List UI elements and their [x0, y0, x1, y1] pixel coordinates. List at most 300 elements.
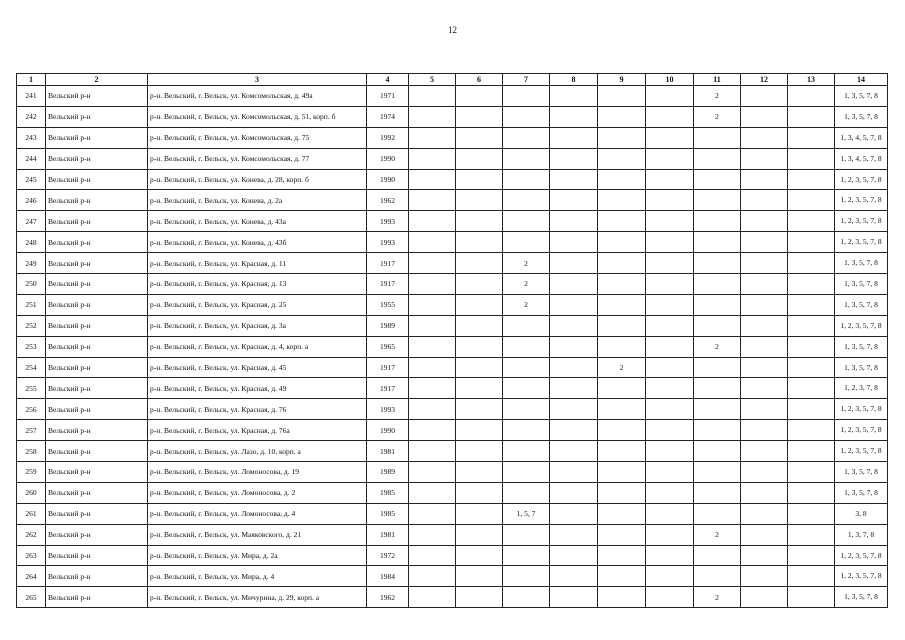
- district-cell: Вельский р-н: [46, 399, 148, 420]
- col11-cell: [694, 315, 741, 336]
- row-number: 250: [17, 274, 46, 295]
- col6-cell: [456, 169, 503, 190]
- col8-cell: [550, 462, 598, 483]
- col5-cell: [409, 253, 456, 274]
- col13-cell: [788, 169, 835, 190]
- address-cell: р-н. Вельский, г. Вельск, ул. Комсомольская, д. 49а: [148, 86, 367, 107]
- address-cell: р-н. Вельский, г. Вельск, ул. Красная, д. 76: [148, 399, 367, 420]
- year-cell: 1965: [367, 336, 409, 357]
- col6-cell: [456, 462, 503, 483]
- col9-cell: [598, 441, 646, 462]
- col10-cell: [646, 399, 694, 420]
- col9-cell: [598, 169, 646, 190]
- row-number: 264: [17, 566, 46, 587]
- col10-cell: [646, 253, 694, 274]
- table-row: [17, 315, 888, 336]
- address-cell: р-н. Вельский, г. Вельск, ул. Красная, д. 11: [148, 253, 367, 274]
- col10-cell: [646, 232, 694, 253]
- col9-cell: 2: [598, 357, 646, 378]
- district-cell: Вельский р-н: [46, 420, 148, 441]
- col11-cell: [694, 274, 741, 295]
- table-row: [17, 232, 888, 253]
- year-cell: 1989: [367, 462, 409, 483]
- district-cell: Вельский р-н: [46, 169, 148, 190]
- col7-cell: 1, 5, 7: [503, 503, 550, 524]
- col9-cell: [598, 420, 646, 441]
- year-cell: 1990: [367, 169, 409, 190]
- table-row: [17, 86, 888, 107]
- col7-cell: [503, 106, 550, 127]
- col12-cell: [741, 482, 788, 503]
- col12-cell: [741, 169, 788, 190]
- col13-cell: [788, 378, 835, 399]
- table-row: [17, 587, 888, 608]
- col11-cell: 2: [694, 86, 741, 107]
- column-header-3: 3: [148, 74, 367, 86]
- col11-cell: 2: [694, 524, 741, 545]
- address-cell: р-н. Вельский, г. Вельск, ул. Мира, д. 4: [148, 566, 367, 587]
- col14-cell: 1, 3, 4, 5, 7, 8: [835, 148, 888, 169]
- col9-cell: [598, 545, 646, 566]
- district-cell: Вельский р-н: [46, 232, 148, 253]
- col14-cell: 1, 3, 5, 7, 8: [835, 336, 888, 357]
- col8-cell: [550, 294, 598, 315]
- col9-cell: [598, 378, 646, 399]
- address-cell: р-н. Вельский, г. Вельск, ул. Комсомольская, д. 75: [148, 127, 367, 148]
- col14-cell: 1, 2, 3, 5, 7, 8: [835, 420, 888, 441]
- col12-cell: [741, 357, 788, 378]
- col8-cell: [550, 232, 598, 253]
- col5-cell: [409, 545, 456, 566]
- col8-cell: [550, 127, 598, 148]
- col7-cell: [503, 462, 550, 483]
- col14-cell: 1, 3, 7, 8: [835, 524, 888, 545]
- col6-cell: [456, 190, 503, 211]
- col14-cell: 1, 3, 5, 7, 8: [835, 587, 888, 608]
- col5-cell: [409, 127, 456, 148]
- col5-cell: [409, 232, 456, 253]
- col14-cell: 1, 2, 3, 5, 7, 8: [835, 315, 888, 336]
- col8-cell: [550, 86, 598, 107]
- district-cell: Вельский р-н: [46, 524, 148, 545]
- col7-cell: [503, 336, 550, 357]
- col12-cell: [741, 190, 788, 211]
- col9-cell: [598, 190, 646, 211]
- col12-cell: [741, 399, 788, 420]
- col13-cell: [788, 399, 835, 420]
- col8-cell: [550, 169, 598, 190]
- col9-cell: [598, 462, 646, 483]
- col5-cell: [409, 378, 456, 399]
- col6-cell: [456, 482, 503, 503]
- col13-cell: [788, 336, 835, 357]
- address-cell: р-н. Вельский, г. Вельск, ул. Ломоносова, д. 4: [148, 503, 367, 524]
- col7-cell: [503, 545, 550, 566]
- column-header-10: 10: [646, 74, 694, 86]
- district-cell: Вельский р-н: [46, 253, 148, 274]
- address-cell: р-н. Вельский, г. Вельск, ул. Мира, д. 2а: [148, 545, 367, 566]
- col6-cell: [456, 503, 503, 524]
- col6-cell: [456, 127, 503, 148]
- col11-cell: [694, 253, 741, 274]
- address-cell: р-н. Вельский, г. Вельск, ул. Красная, д. 76а: [148, 420, 367, 441]
- address-cell: р-н. Вельский, г. Вельск, ул. Красная, д. 25: [148, 294, 367, 315]
- col10-cell: [646, 211, 694, 232]
- col13-cell: [788, 441, 835, 462]
- col7-cell: [503, 587, 550, 608]
- col8-cell: [550, 441, 598, 462]
- column-header-7: 7: [503, 74, 550, 86]
- col6-cell: [456, 86, 503, 107]
- address-cell: р-н. Вельский, г. Вельск, ул. Мичурина, д. 29, корп. а: [148, 587, 367, 608]
- col7-cell: [503, 232, 550, 253]
- year-cell: 1917: [367, 378, 409, 399]
- col13-cell: [788, 545, 835, 566]
- col5-cell: [409, 294, 456, 315]
- col8-cell: [550, 503, 598, 524]
- table-row: [17, 127, 888, 148]
- col7-cell: [503, 190, 550, 211]
- row-number: 257: [17, 420, 46, 441]
- col10-cell: [646, 378, 694, 399]
- col6-cell: [456, 420, 503, 441]
- col12-cell: [741, 587, 788, 608]
- col6-cell: [456, 315, 503, 336]
- col14-cell: 1, 3, 5, 7, 8: [835, 462, 888, 483]
- col8-cell: [550, 566, 598, 587]
- row-number: 256: [17, 399, 46, 420]
- col8-cell: [550, 315, 598, 336]
- col13-cell: [788, 294, 835, 315]
- col14-cell: 1, 2, 3, 5, 7, 8: [835, 566, 888, 587]
- table-row: [17, 441, 888, 462]
- column-header-11: 11: [694, 74, 741, 86]
- col11-cell: [694, 357, 741, 378]
- district-cell: Вельский р-н: [46, 211, 148, 232]
- col6-cell: [456, 148, 503, 169]
- col13-cell: [788, 482, 835, 503]
- col13-cell: [788, 315, 835, 336]
- col8-cell: [550, 336, 598, 357]
- col6-cell: [456, 545, 503, 566]
- col10-cell: [646, 545, 694, 566]
- col6-cell: [456, 378, 503, 399]
- column-header-13: 13: [788, 74, 835, 86]
- col12-cell: [741, 253, 788, 274]
- col6-cell: [456, 253, 503, 274]
- col11-cell: [694, 399, 741, 420]
- year-cell: 1917: [367, 253, 409, 274]
- col7-cell: [503, 169, 550, 190]
- table-row: [17, 106, 888, 127]
- col14-cell: 1, 3, 4, 5, 7, 8: [835, 127, 888, 148]
- row-number: 245: [17, 169, 46, 190]
- row-number: 254: [17, 357, 46, 378]
- col12-cell: [741, 127, 788, 148]
- row-number: 248: [17, 232, 46, 253]
- col6-cell: [456, 399, 503, 420]
- col8-cell: [550, 106, 598, 127]
- col13-cell: [788, 274, 835, 295]
- col11-cell: [694, 190, 741, 211]
- column-header-5: 5: [409, 74, 456, 86]
- col5-cell: [409, 441, 456, 462]
- col9-cell: [598, 127, 646, 148]
- col14-cell: 1, 2, 3, 5, 7, 8: [835, 232, 888, 253]
- col11-cell: [694, 566, 741, 587]
- row-number: 247: [17, 211, 46, 232]
- col13-cell: [788, 106, 835, 127]
- col14-cell: 1, 3, 5, 7, 8: [835, 274, 888, 295]
- col10-cell: [646, 482, 694, 503]
- row-number: 253: [17, 336, 46, 357]
- col7-cell: [503, 357, 550, 378]
- col11-cell: [694, 127, 741, 148]
- col10-cell: [646, 274, 694, 295]
- col5-cell: [409, 524, 456, 545]
- col5-cell: [409, 503, 456, 524]
- table-row: [17, 148, 888, 169]
- row-number: 262: [17, 524, 46, 545]
- district-cell: Вельский р-н: [46, 503, 148, 524]
- col10-cell: [646, 503, 694, 524]
- col8-cell: [550, 524, 598, 545]
- col12-cell: [741, 503, 788, 524]
- row-number: 251: [17, 294, 46, 315]
- col7-cell: [503, 524, 550, 545]
- col12-cell: [741, 148, 788, 169]
- col12-cell: [741, 378, 788, 399]
- col14-cell: 1, 2, 3, 5, 7, 8: [835, 169, 888, 190]
- col6-cell: [456, 336, 503, 357]
- col10-cell: [646, 148, 694, 169]
- col9-cell: [598, 294, 646, 315]
- col6-cell: [456, 441, 503, 462]
- year-cell: 1917: [367, 274, 409, 295]
- table-row: [17, 336, 888, 357]
- col13-cell: [788, 420, 835, 441]
- col5-cell: [409, 86, 456, 107]
- col9-cell: [598, 482, 646, 503]
- col11-cell: 2: [694, 587, 741, 608]
- col6-cell: [456, 357, 503, 378]
- district-cell: Вельский р-н: [46, 106, 148, 127]
- col14-cell: 1, 3, 5, 7, 8: [835, 482, 888, 503]
- district-cell: Вельский р-н: [46, 127, 148, 148]
- col7-cell: [503, 127, 550, 148]
- col13-cell: [788, 148, 835, 169]
- year-cell: 1981: [367, 441, 409, 462]
- district-cell: Вельский р-н: [46, 441, 148, 462]
- table-row: [17, 211, 888, 232]
- col7-cell: [503, 441, 550, 462]
- col6-cell: [456, 274, 503, 295]
- table-row: [17, 357, 888, 378]
- col7-cell: [503, 566, 550, 587]
- col11-cell: 2: [694, 106, 741, 127]
- table-row: [17, 503, 888, 524]
- year-cell: 1971: [367, 86, 409, 107]
- col8-cell: [550, 587, 598, 608]
- col5-cell: [409, 190, 456, 211]
- col14-cell: 3, 8: [835, 503, 888, 524]
- col10-cell: [646, 106, 694, 127]
- col13-cell: [788, 503, 835, 524]
- row-number: 243: [17, 127, 46, 148]
- address-cell: р-н. Вельский, г. Вельск, ул. Красная, д. 4, корп. а: [148, 336, 367, 357]
- col10-cell: [646, 441, 694, 462]
- col14-cell: 1, 3, 5, 7, 8: [835, 106, 888, 127]
- col12-cell: [741, 336, 788, 357]
- col9-cell: [598, 587, 646, 608]
- col14-cell: 1, 2, 3, 5, 7, 8: [835, 190, 888, 211]
- col13-cell: [788, 190, 835, 211]
- year-cell: 1955: [367, 294, 409, 315]
- col9-cell: [598, 566, 646, 587]
- col13-cell: [788, 127, 835, 148]
- col11-cell: 2: [694, 336, 741, 357]
- table-row: [17, 524, 888, 545]
- col6-cell: [456, 524, 503, 545]
- col9-cell: [598, 232, 646, 253]
- row-number: 244: [17, 148, 46, 169]
- year-cell: 1974: [367, 106, 409, 127]
- col5-cell: [409, 148, 456, 169]
- col7-cell: 2: [503, 253, 550, 274]
- col7-cell: [503, 148, 550, 169]
- col5-cell: [409, 462, 456, 483]
- col7-cell: [503, 315, 550, 336]
- column-header-8: 8: [550, 74, 598, 86]
- row-number: 261: [17, 503, 46, 524]
- col8-cell: [550, 399, 598, 420]
- col5-cell: [409, 169, 456, 190]
- col8-cell: [550, 357, 598, 378]
- col12-cell: [741, 441, 788, 462]
- year-cell: 1993: [367, 211, 409, 232]
- address-cell: р-н. Вельский, г. Вельск, ул. Ломоносова, д. 19: [148, 462, 367, 483]
- address-cell: р-н. Вельский, г. Вельск, ул. Красная, д. 45: [148, 357, 367, 378]
- col10-cell: [646, 336, 694, 357]
- col12-cell: [741, 211, 788, 232]
- col6-cell: [456, 211, 503, 232]
- column-header-12: 12: [741, 74, 788, 86]
- col6-cell: [456, 587, 503, 608]
- col7-cell: [503, 482, 550, 503]
- col8-cell: [550, 378, 598, 399]
- col11-cell: [694, 462, 741, 483]
- col10-cell: [646, 566, 694, 587]
- district-cell: Вельский р-н: [46, 315, 148, 336]
- col10-cell: [646, 420, 694, 441]
- row-number: 246: [17, 190, 46, 211]
- address-cell: р-н. Вельский, г. Вельск, ул. Конева, д. 28, корп. б: [148, 169, 367, 190]
- col5-cell: [409, 274, 456, 295]
- col11-cell: [694, 148, 741, 169]
- year-cell: 1917: [367, 357, 409, 378]
- address-cell: р-н. Вельский, г. Вельск, ул. Красная, д. 49: [148, 378, 367, 399]
- col7-cell: 2: [503, 294, 550, 315]
- col10-cell: [646, 86, 694, 107]
- column-header-2: 2: [46, 74, 148, 86]
- table-body: [17, 86, 888, 608]
- year-cell: 1962: [367, 190, 409, 211]
- col14-cell: 1, 2, 3, 5, 7, 8: [835, 441, 888, 462]
- col12-cell: [741, 315, 788, 336]
- col7-cell: [503, 211, 550, 232]
- col9-cell: [598, 336, 646, 357]
- table-row: [17, 190, 888, 211]
- col7-cell: [503, 399, 550, 420]
- col10-cell: [646, 587, 694, 608]
- address-cell: р-н. Вельский, г. Вельск, ул. Комсомольская, д. 51, корп. б: [148, 106, 367, 127]
- table-row: [17, 399, 888, 420]
- district-cell: Вельский р-н: [46, 86, 148, 107]
- district-cell: Вельский р-н: [46, 148, 148, 169]
- year-cell: 1990: [367, 148, 409, 169]
- col5-cell: [409, 587, 456, 608]
- col11-cell: [694, 169, 741, 190]
- col5-cell: [409, 357, 456, 378]
- year-cell: 1992: [367, 127, 409, 148]
- district-cell: Вельский р-н: [46, 294, 148, 315]
- col9-cell: [598, 86, 646, 107]
- year-cell: 1985: [367, 503, 409, 524]
- col6-cell: [456, 294, 503, 315]
- table-row: [17, 294, 888, 315]
- year-cell: 1993: [367, 399, 409, 420]
- year-cell: 1984: [367, 566, 409, 587]
- row-number: 242: [17, 106, 46, 127]
- col14-cell: 1, 2, 3, 5, 7, 8: [835, 211, 888, 232]
- page-number: 12: [448, 25, 457, 35]
- col9-cell: [598, 315, 646, 336]
- col11-cell: [694, 420, 741, 441]
- col11-cell: [694, 232, 741, 253]
- col13-cell: [788, 211, 835, 232]
- col13-cell: [788, 232, 835, 253]
- col14-cell: 1, 2, 3, 5, 7, 8: [835, 399, 888, 420]
- col13-cell: [788, 587, 835, 608]
- col12-cell: [741, 524, 788, 545]
- column-header-6: 6: [456, 74, 503, 86]
- row-number: 252: [17, 315, 46, 336]
- col12-cell: [741, 462, 788, 483]
- col11-cell: [694, 545, 741, 566]
- col10-cell: [646, 357, 694, 378]
- district-cell: Вельский р-н: [46, 274, 148, 295]
- col14-cell: 1, 2, 3, 5, 7, 8: [835, 545, 888, 566]
- col14-cell: 1, 3, 5, 7, 8: [835, 357, 888, 378]
- year-cell: 1990: [367, 420, 409, 441]
- district-cell: Вельский р-н: [46, 462, 148, 483]
- table-row: [17, 462, 888, 483]
- col10-cell: [646, 315, 694, 336]
- row-number: 255: [17, 378, 46, 399]
- year-cell: 1993: [367, 232, 409, 253]
- col14-cell: 1, 2, 3, 7, 8: [835, 378, 888, 399]
- col8-cell: [550, 420, 598, 441]
- col9-cell: [598, 148, 646, 169]
- year-cell: 1985: [367, 482, 409, 503]
- table-row: [17, 169, 888, 190]
- col7-cell: [503, 86, 550, 107]
- row-number: 263: [17, 545, 46, 566]
- address-cell: р-н. Вельский, г. Вельск, ул. Маяковского, д. 21: [148, 524, 367, 545]
- col5-cell: [409, 482, 456, 503]
- column-header-9: 9: [598, 74, 646, 86]
- district-cell: Вельский р-н: [46, 587, 148, 608]
